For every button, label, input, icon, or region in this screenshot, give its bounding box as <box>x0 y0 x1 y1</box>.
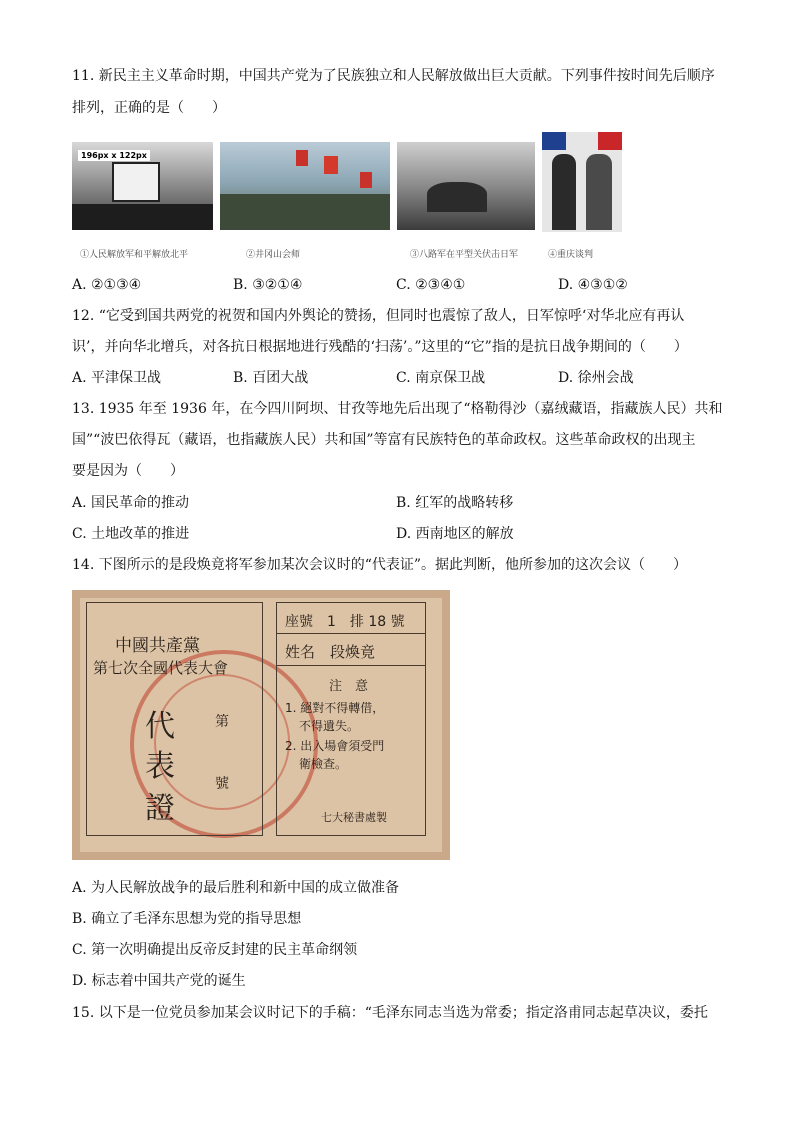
q13-option-d: D. 西南地区的解放 <box>396 526 514 542</box>
image-size-badge: 196px x 122px <box>78 150 150 161</box>
q13-stem-line1: 13. 1935 年至 1936 年，在今四川阿坝、甘孜等地先后出现了“格勒得沙（嘉绒藏语，指藏族人民）共和 <box>72 401 723 417</box>
photo-pingxingguan <box>397 142 535 230</box>
cert-notice-1b: 不得遺失。 <box>299 719 360 733</box>
cert-notice-1: 1. 絕對不得轉借， <box>285 701 385 715</box>
cert-holder-name: 姓名 段煥竟 <box>285 643 376 661</box>
cert-number-prefix: 第 <box>215 714 229 730</box>
q12-option-b: B. 百团大战 <box>233 370 309 386</box>
certificate-left-panel <box>86 602 263 836</box>
photo-crowd <box>72 204 213 230</box>
flag-right <box>598 132 622 150</box>
certificate-right-panel <box>276 602 426 836</box>
cert-divider-1 <box>277 633 425 634</box>
cert-number-suffix: 號 <box>215 776 229 792</box>
cert-char-zheng: 證 <box>145 791 175 826</box>
cert-party-name: 中國共產黨 <box>115 636 200 656</box>
cert-divider-2 <box>277 665 425 666</box>
painting-figures <box>220 194 390 230</box>
q14-option-b: B. 确立了毛泽东思想为党的指导思想 <box>72 911 302 927</box>
q11-stem-line2: 排列，正确的是（ ） <box>72 100 226 116</box>
caption-4: ④重庆谈判 <box>548 250 594 260</box>
photo-peiping-liberation <box>72 142 213 230</box>
delegate-certificate <box>72 590 450 860</box>
figure-left <box>552 154 576 230</box>
q13-option-c: C. 土地改革的推进 <box>72 526 190 542</box>
q13-option-a: A. 国民革命的推动 <box>72 495 190 511</box>
cert-notice-2: 2. 出入場會須受門 <box>285 739 385 753</box>
cert-seat-number: 座號 1 排 18 號 <box>285 614 405 630</box>
q15-stem-line1: 15. 以下是一位党员参加某会议时记下的手稿：“毛泽东同志当选为常委；指定洛甫同志起草决议，委托 <box>72 1005 708 1021</box>
q13-stem-line3: 要是因为（ ） <box>72 463 184 479</box>
cert-congress-name: 第七次全國代表大會 <box>93 659 229 677</box>
q14-option-d: D. 标志着中国共产党的诞生 <box>72 973 246 989</box>
photo-soldiers <box>427 182 487 212</box>
q12-stem-line2: 识’，并向华北增兵，对各抗日根据地进行残酷的‘扫荡’。”这里的“它”指的是抗日战争期间的（ ） <box>72 339 688 355</box>
q12-option-a: A. 平津保卫战 <box>72 370 162 386</box>
red-flag-1 <box>296 150 308 166</box>
q12-option-d: D. 徐州会战 <box>558 370 634 386</box>
photo-chongqing <box>542 132 622 232</box>
q11-option-b: B. ③②①④ <box>233 277 303 293</box>
q11-option-a: A. ②①③④ <box>72 277 142 293</box>
q12-option-c: C. 南京保卫战 <box>396 370 486 386</box>
q12-stem-line1: 12. “它受到国共两党的祝贺和国内外舆论的赞扬，但同时也震惊了敌人，日军惊呼‘对华北应有再认 <box>72 308 685 324</box>
cert-char-biao: 表 <box>145 749 175 784</box>
painting-jinggangshan <box>220 142 390 230</box>
cert-notice-title: 注 意 <box>329 679 369 694</box>
q11-stem-line1: 11. 新民主主义革命时期，中国共产党为了民族独立和人民解放做出巨大贡献。下列事件按时间先后顺序 <box>72 68 715 84</box>
red-flag-3 <box>360 172 372 188</box>
cert-issuer: 七大秘書處製 <box>321 811 387 824</box>
cert-notice-2b: 衛檢查。 <box>299 757 348 771</box>
caption-3: ③八路军在平型关伏击日军 <box>410 250 519 260</box>
q13-stem-line2: 国”“波巴依得瓦（藏语，也指藏族人民）共和国”等富有民族特色的革命政权。这些革命政权的出现主 <box>72 432 696 448</box>
red-flag-2 <box>324 156 338 174</box>
figure-right <box>586 154 612 230</box>
photo-portrait <box>112 162 160 202</box>
q14-option-a: A. 为人民解放战争的最后胜利和新中国的成立做准备 <box>72 880 400 896</box>
cert-char-dai: 代 <box>145 709 175 744</box>
caption-1: ①人民解放军和平解放北平 <box>80 250 189 260</box>
flag-left <box>542 132 566 150</box>
caption-2: ②井冈山会师 <box>246 250 301 260</box>
q11-option-c: C. ②③④① <box>396 277 466 293</box>
q14-option-c: C. 第一次明确提出反帝反封建的民主革命纲领 <box>72 942 358 958</box>
q14-stem-line1: 14. 下图所示的是段焕竟将军参加某次会议时的“代表证”。据此判断，他所参加的这次会议（ ） <box>72 557 688 573</box>
q13-option-b: B. 红军的战略转移 <box>396 495 514 511</box>
q11-option-d: D. ④③①② <box>558 277 628 293</box>
